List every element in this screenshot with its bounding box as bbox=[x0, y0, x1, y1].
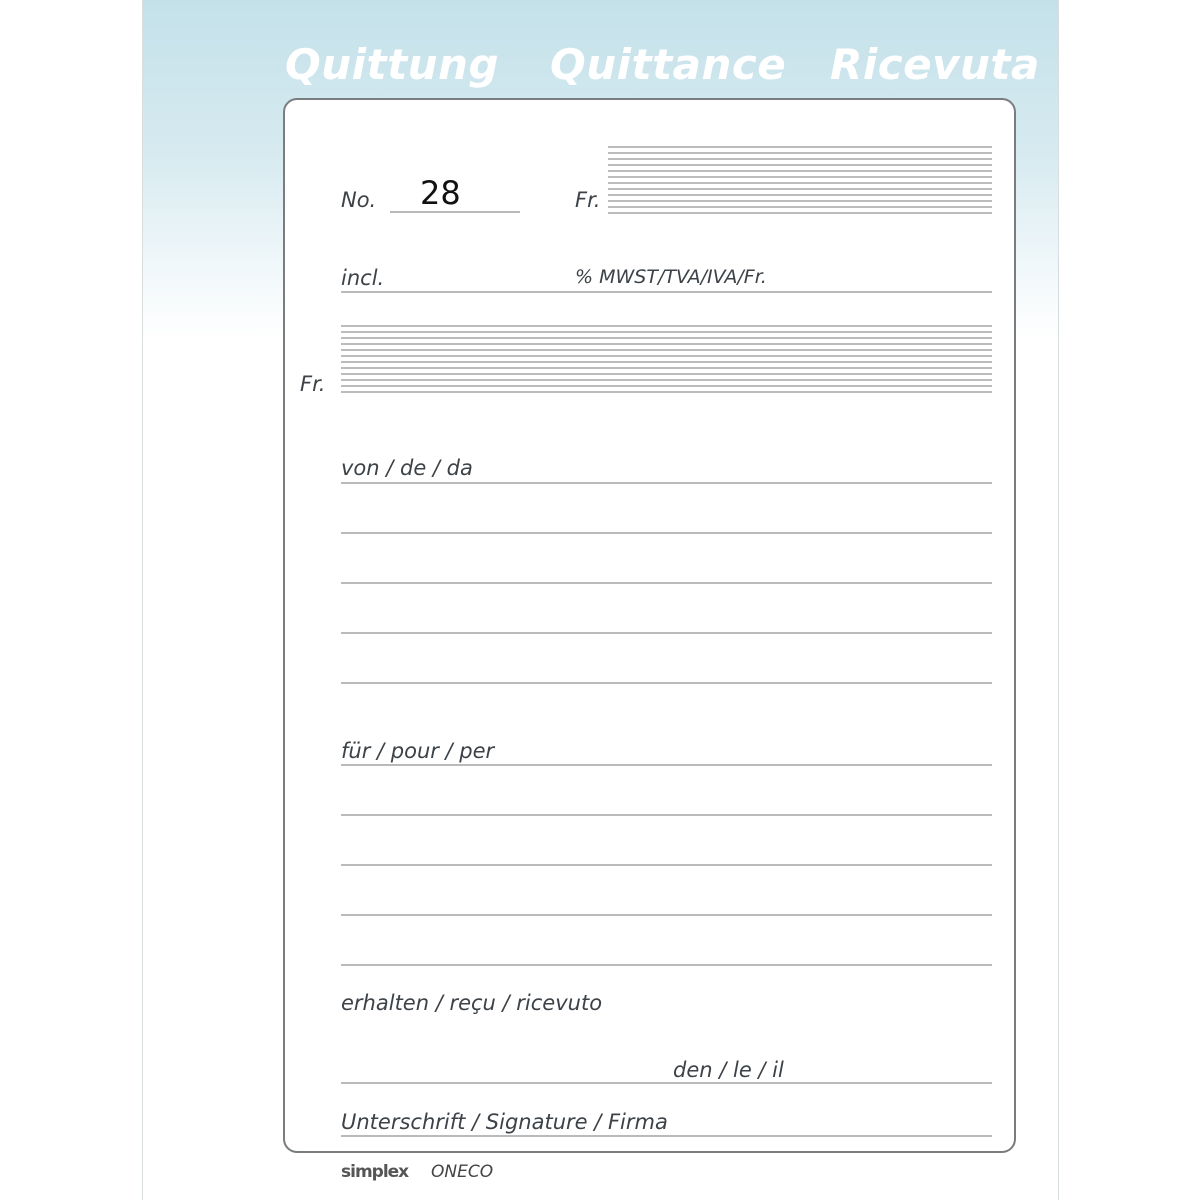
for-line[interactable] bbox=[341, 914, 992, 916]
vat-label: % MWST/TVA/IVA/Fr. bbox=[575, 266, 767, 288]
from-line[interactable] bbox=[341, 532, 992, 534]
amount-label: Fr. bbox=[575, 188, 601, 212]
from-line[interactable] bbox=[341, 482, 992, 484]
from-line[interactable] bbox=[341, 682, 992, 684]
signature-label: Unterschrift / Signature / Firma bbox=[341, 1110, 668, 1134]
for-line[interactable] bbox=[341, 964, 992, 966]
for-line[interactable] bbox=[341, 814, 992, 816]
amount-words-label: Fr. bbox=[300, 372, 326, 396]
received-label: erhalten / reçu / ricevuto bbox=[341, 991, 603, 1015]
brand-logo: simplex bbox=[341, 1162, 409, 1182]
date-line[interactable] bbox=[341, 1082, 992, 1084]
title-german: Quittung bbox=[285, 40, 500, 89]
amount-words-field[interactable] bbox=[341, 325, 992, 397]
title-italian: Ricevuta bbox=[830, 40, 1040, 89]
from-label: von / de / da bbox=[341, 456, 473, 480]
for-line[interactable] bbox=[341, 764, 992, 766]
receipt-number[interactable]: 28 bbox=[420, 174, 461, 212]
for-label: für / pour / per bbox=[341, 739, 495, 763]
title-french: Quittance bbox=[550, 40, 787, 89]
amount-field[interactable] bbox=[608, 146, 992, 214]
product-name: ONECO bbox=[431, 1162, 494, 1182]
date-label: den / le / il bbox=[673, 1058, 784, 1082]
number-line bbox=[390, 211, 520, 213]
signature-line[interactable] bbox=[341, 1135, 992, 1137]
for-line[interactable] bbox=[341, 864, 992, 866]
from-line[interactable] bbox=[341, 632, 992, 634]
incl-label: incl. bbox=[341, 266, 385, 290]
from-line[interactable] bbox=[341, 582, 992, 584]
vat-line[interactable] bbox=[341, 291, 992, 293]
number-label: No. bbox=[341, 188, 377, 212]
